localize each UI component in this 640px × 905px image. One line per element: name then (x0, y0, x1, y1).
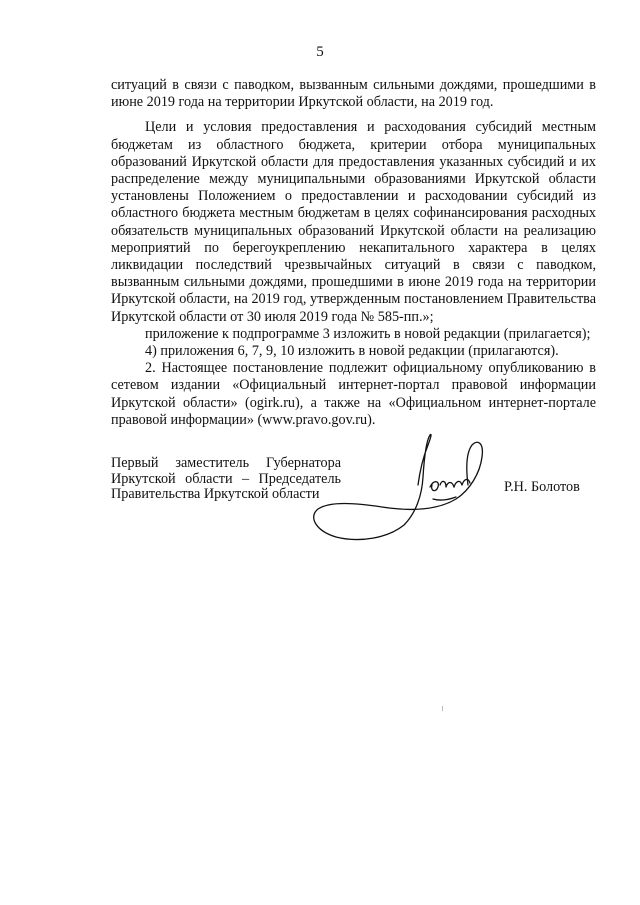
paragraph-subsidy-conditions: Цели и условия предоставления и расходования субсидий местным бюджетам из областного бюджета, критерии отбора муниципальных образований Иркутской области для предоставления указанных субсидий и их распределение между муниципальными образованиями Иркутской области установлены Положением о предоставлении и расходовании субсидий из областного бюджета местным бюджетам в целях софинансирования расходных обязательств муниципальных образований Иркутской области на реализацию мероприятий по берегоукреплению некапитального характера в целях ликвидации последствий чрезвычайных ситуаций в связи с паводком, вызванным сильными дождями, прошедшими в июне 2019 года на территории Иркутской области, на 2019 год, утвержденным постановлением Правительства Иркутской области от 30 июля 2019 года № 585-пп.»; (111, 119, 596, 325)
page-number: 5 (316, 44, 324, 60)
paragraph-publication: 2. Настоящее постановление подлежит официальному опубликованию в сетевом издании «Официальный интернет-портал правовой информации Иркутской области» (ogirk.ru), а также на «Официальном интернет-портале правовой информации» (www.pravo.gov.ru). (111, 360, 596, 428)
signatory-title-line: Правительства Иркутской области (111, 486, 320, 502)
paragraph-appendix-subprogram: приложение к подпрограмме 3 изложить в новой редакции (прилагается); (145, 325, 591, 342)
signatory-title-line: Иркутской области – Председатель (111, 470, 341, 487)
scan-artifact (442, 706, 443, 711)
handwritten-signature-icon (300, 425, 500, 550)
paragraph-continuation: ситуаций в связи с паводком, вызванным сильными дождями, прошедшими в июне 2019 года на территории Иркутской области, на 2019 год. (111, 77, 596, 111)
paragraph-appendices: 4) приложения 6, 7, 9, 10 изложить в новой редакции (прилагаются). (145, 343, 559, 360)
signatory-name: Р.Н. Болотов (504, 479, 580, 495)
signatory-title-line: Первый заместитель Губернатора (111, 455, 341, 471)
document-body (111, 77, 596, 429)
